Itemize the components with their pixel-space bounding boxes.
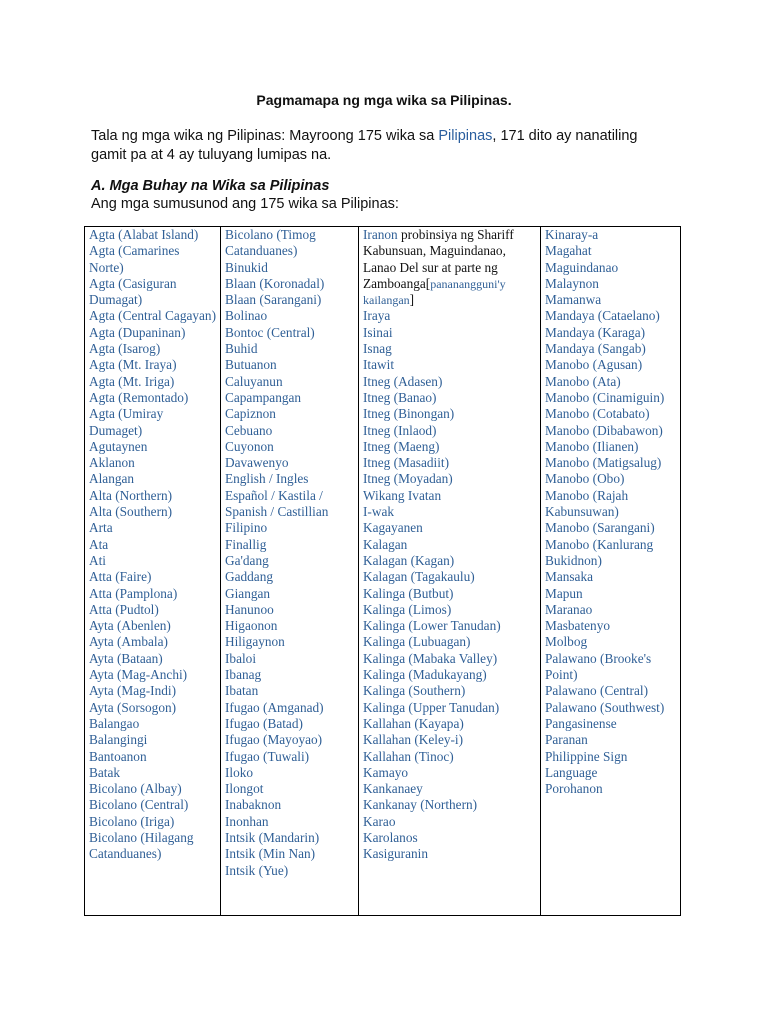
language-link[interactable]: Bicolano (Timog Catanduanes)	[225, 227, 316, 259]
language-link[interactable]: Balangingi	[89, 732, 148, 748]
language-link[interactable]: Masbatenyo	[545, 618, 610, 634]
language-link[interactable]: Kalinga (Lower Tanudan)	[363, 618, 501, 634]
language-link[interactable]: Ayta (Mag-Indi)	[89, 683, 177, 699]
language-link[interactable]: Kallahan (Kayapa)	[363, 715, 464, 731]
language-link[interactable]: Agta (Isarog)	[89, 341, 161, 357]
iranon-entry	[363, 227, 536, 308]
language-link[interactable]: Ibaloi	[225, 650, 257, 666]
language-link[interactable]: Mamanwa	[545, 292, 602, 308]
language-link[interactable]: Isinai	[363, 324, 393, 340]
language-link[interactable]: Kalinga (Lubuagan)	[363, 634, 471, 650]
language-link[interactable]: Agta (Casiguran Dumagat)	[89, 275, 177, 308]
language-link[interactable]: Wikang Ivatan	[363, 487, 442, 503]
language-link[interactable]: Kankanay (Northern)	[363, 797, 478, 813]
language-link[interactable]: Maranao	[545, 601, 593, 617]
language-link[interactable]: Ayta (Mag-Anchi)	[89, 667, 188, 683]
language-link[interactable]: Mandaya (Sangab)	[545, 341, 646, 357]
language-link[interactable]: Arta	[89, 520, 113, 536]
language-link[interactable]: Bolinao	[225, 308, 268, 324]
language-link[interactable]: Blaan (Koronadal)	[225, 275, 325, 291]
language-link[interactable]: Manobo (Ata)	[545, 373, 621, 389]
intro-paragraph	[91, 127, 671, 165]
language-link[interactable]: Ayta (Bataan)	[89, 650, 163, 666]
language-link[interactable]: Philippine Sign Language	[545, 748, 628, 780]
language-link[interactable]: Molbog	[545, 634, 588, 650]
language-link[interactable]: Caluyanun	[225, 373, 283, 389]
language-link[interactable]: Ibatan	[225, 683, 259, 699]
table-row	[85, 227, 681, 916]
section-heading: A. Mga Buhay na Wika sa Pilipinas	[91, 178, 330, 194]
language-link[interactable]: Agta (Mt. Iriga)	[89, 373, 175, 389]
language-link[interactable]: Hanunoo	[225, 601, 274, 617]
language-link[interactable]: Cuyonon	[225, 438, 274, 454]
language-link[interactable]: Bicolano (Iriga)	[89, 813, 175, 829]
language-link[interactable]: Ata	[89, 536, 109, 552]
language-link[interactable]: Ifugao (Mayoyao)	[225, 732, 323, 748]
language-link[interactable]: Ayta (Ambala)	[89, 634, 168, 650]
language-link[interactable]: Itneg (Binongan)	[363, 406, 455, 422]
language-link[interactable]: Mandaya (Cataelano)	[545, 308, 660, 324]
intro-text-before: Tala ng mga wika ng Pilipinas: Mayroong 175 wika sa	[91, 128, 439, 144]
language-link[interactable]: Aklanon	[89, 455, 135, 471]
language-link[interactable]: Kagayanen	[363, 520, 423, 536]
language-column-4	[541, 227, 681, 916]
language-link[interactable]: Manobo (Sarangani)	[545, 520, 655, 536]
language-link[interactable]: Balangao	[89, 715, 140, 731]
language-link[interactable]: Bicolano (Hilagang Catanduanes)	[89, 829, 194, 862]
language-link[interactable]: Capampangan	[225, 389, 302, 405]
language-link[interactable]: Giangan	[225, 585, 271, 601]
language-link[interactable]: Ifugao (Tuwali)	[225, 748, 310, 764]
language-link[interactable]: Manobo (Agusan)	[545, 357, 643, 373]
language-link[interactable]: Intsik (Min Nan)	[225, 846, 316, 862]
language-link[interactable]: Gaddang	[225, 569, 273, 585]
language-link[interactable]: Agta (Mt. Iraya)	[89, 357, 177, 373]
language-link[interactable]: Hiligaynon	[225, 634, 285, 650]
language-link[interactable]: English / Ingles	[225, 471, 309, 487]
language-link[interactable]: Finallig	[225, 536, 267, 552]
language-link[interactable]: Ga'dang	[225, 552, 269, 568]
language-column-1	[85, 227, 221, 916]
language-link[interactable]: Manobo (Cotabato)	[545, 406, 650, 422]
language-link[interactable]: Ilongot	[225, 781, 264, 797]
page-title: Pagmamapa ng mga wika sa Pilipinas.	[256, 92, 512, 108]
language-link[interactable]: Agta (Alabat Island)	[89, 227, 199, 242]
language-link[interactable]: Kalinga (Butbut)	[363, 585, 454, 601]
language-link[interactable]: Cebuano	[225, 422, 273, 438]
language-link[interactable]: Kamayo	[363, 764, 409, 780]
language-link[interactable]: Atta (Pamplona)	[89, 585, 178, 601]
language-link[interactable]: Manobo (Kanlurang Bukidnon)	[545, 536, 654, 568]
language-link[interactable]: Bicolano (Central)	[89, 797, 189, 813]
language-link[interactable]: Malaynon	[545, 275, 599, 291]
language-link[interactable]: Bantoanon	[89, 748, 147, 764]
language-link[interactable]: Isnag	[363, 341, 392, 357]
language-column-3	[359, 227, 541, 916]
language-link[interactable]: Atta (Faire)	[89, 569, 152, 585]
language-link[interactable]: Itneg (Banao)	[363, 389, 437, 405]
language-link[interactable]: Itawit	[363, 357, 395, 373]
language-link[interactable]: Agta (Central Cagayan)	[89, 308, 217, 324]
language-link[interactable]: Alta (Southern)	[89, 504, 173, 520]
language-link[interactable]: Manobo (Cinamiguin)	[545, 389, 665, 405]
language-link[interactable]: Inonhan	[225, 813, 269, 829]
language-link[interactable]: Itneg (Moyadan)	[363, 471, 453, 487]
language-column-2	[221, 227, 359, 916]
iranon-description: probinsiya ng Shariff Kabunsuan, Maguindanao, Lanao Del sur at parte ng Zamboanga[	[363, 227, 514, 291]
language-link[interactable]: Kalinga (Mabaka Valley)	[363, 650, 498, 666]
language-link[interactable]: Español / Kastila / Spanish / Castillian	[225, 487, 329, 520]
language-link[interactable]: Blaan (Sarangani)	[225, 292, 322, 308]
language-link[interactable]: Manobo (Dibabawon)	[545, 422, 663, 438]
language-link[interactable]: Buhid	[225, 341, 258, 357]
language-link[interactable]: Agta (Umiray Dumaget)	[89, 406, 164, 438]
iranon-link[interactable]: Iranon	[363, 227, 398, 242]
language-link[interactable]: Magahat	[545, 243, 592, 259]
pilipinas-link[interactable]: Pilipinas	[438, 128, 493, 144]
language-link[interactable]: Itneg (Inlaod)	[363, 422, 437, 438]
language-link[interactable]: Kankanaey	[363, 781, 423, 797]
language-link[interactable]: Iloko	[225, 764, 254, 780]
language-link[interactable]: Kalinga (Madukayang)	[363, 667, 487, 683]
language-link[interactable]: Higaonon	[225, 618, 278, 634]
language-link[interactable]: Ibanag	[225, 667, 262, 683]
language-link[interactable]: Kinaray-a	[545, 227, 599, 242]
language-link[interactable]: Agta (Remontado)	[89, 389, 189, 405]
language-link[interactable]: Agta (Camarines Norte)	[89, 243, 180, 275]
language-link[interactable]: I-wak	[363, 504, 395, 520]
language-link[interactable]: Manobo (Ilianen)	[545, 438, 639, 454]
language-link[interactable]: Agutaynen	[89, 438, 148, 454]
language-link[interactable]: Mansaka	[545, 569, 593, 585]
language-link[interactable]: Ati	[89, 552, 106, 568]
language-link[interactable]: Palawano (Southwest)	[545, 699, 665, 715]
language-table	[84, 226, 681, 916]
language-link[interactable]: Ayta (Abenlen)	[89, 618, 171, 634]
language-link[interactable]: Alta (Northern)	[89, 487, 173, 503]
language-link[interactable]: Kalagan (Kagan)	[363, 552, 455, 568]
language-link[interactable]: Alangan	[89, 471, 135, 487]
language-link[interactable]: Kalinga (Limos)	[363, 601, 452, 617]
language-link[interactable]: Kallahan (Keley-i)	[363, 732, 464, 748]
language-link[interactable]: Kalinga (Upper Tanudan)	[363, 699, 500, 715]
language-link[interactable]: Butuanon	[225, 357, 277, 373]
language-link[interactable]: Filipino	[225, 520, 268, 536]
language-link[interactable]: Intsik (Yue)	[225, 862, 289, 878]
language-link[interactable]: Maguindanao	[545, 259, 619, 275]
language-link[interactable]: Intsik (Mandarin)	[225, 829, 320, 845]
language-link[interactable]: Karolanos	[363, 829, 418, 845]
language-link[interactable]: Kallahan (Tinoc)	[363, 748, 454, 764]
language-link[interactable]: Itneg (Masadiit)	[363, 455, 450, 471]
citation-close-bracket: ]	[409, 292, 415, 308]
language-link[interactable]: Iraya	[363, 308, 391, 324]
language-link[interactable]: Karao	[363, 813, 396, 829]
language-link[interactable]: Mapun	[545, 585, 583, 601]
language-link[interactable]: Batak	[89, 764, 121, 780]
language-link[interactable]: Paranan	[545, 732, 588, 748]
language-link[interactable]: Manobo (Rajah Kabunsuwan)	[545, 487, 629, 520]
language-link[interactable]: Itneg (Maeng)	[363, 438, 440, 454]
language-link[interactable]: Ayta (Sorsogon)	[89, 699, 177, 715]
language-link[interactable]: Ifugao (Batad)	[225, 715, 303, 731]
language-link[interactable]: Itneg (Adasen)	[363, 373, 443, 389]
citation-needed-link[interactable]: pananangguni'y kailangan	[363, 276, 506, 308]
language-link[interactable]: Kasiguranin	[363, 846, 428, 862]
language-link[interactable]: Binukid	[225, 259, 268, 275]
intro-text-after: , 171 dito ay nanatiling gamit pa at 4 ay tuluyang lumipas na.	[91, 128, 638, 163]
language-link[interactable]: Capiznon	[225, 406, 276, 422]
language-link[interactable]: Kalagan	[363, 536, 408, 552]
language-link[interactable]: Porohanon	[545, 781, 603, 797]
language-link[interactable]: Atta (Pudtol)	[89, 601, 159, 617]
language-link[interactable]: Davawenyo	[225, 455, 289, 471]
language-link[interactable]: Kalagan (Tagakaulu)	[363, 569, 475, 585]
language-link[interactable]: Inabaknon	[225, 797, 282, 813]
language-link[interactable]: Ifugao (Amganad)	[225, 699, 324, 715]
language-link[interactable]: Palawano (Central)	[545, 683, 649, 699]
language-link[interactable]: Bicolano (Albay)	[89, 781, 182, 797]
language-link[interactable]: Pangasinense	[545, 715, 617, 731]
language-link[interactable]: Mandaya (Karaga)	[545, 324, 646, 340]
language-link[interactable]: Bontoc (Central)	[225, 324, 315, 340]
language-link[interactable]: Palawano (Brooke's Point)	[545, 650, 652, 683]
language-link[interactable]: Manobo (Obo)	[545, 471, 625, 487]
language-link[interactable]: Agta (Dupaninan)	[89, 324, 186, 340]
language-link[interactable]: Manobo (Matigsalug)	[545, 455, 662, 471]
section-subheading: Ang mga sumusunod ang 175 wika sa Pilipinas:	[91, 196, 399, 212]
language-link[interactable]: Kalinga (Southern)	[363, 683, 466, 699]
